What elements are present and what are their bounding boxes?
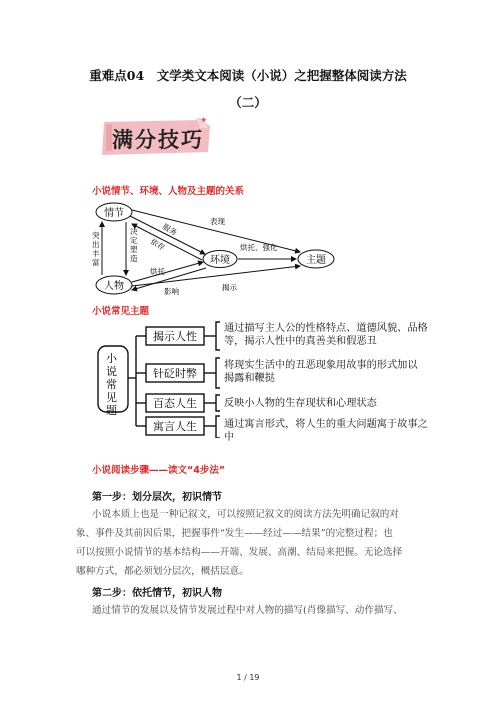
label-determine: 决定塑造 [130,227,138,263]
section-heading-themes: 小说常见主题 [92,306,150,317]
label-serve: 服务 [161,221,179,238]
section-heading-steps: 小说阅读步骤——读文“4步法” [92,465,226,476]
document-title: 重难点04 文学类文本阅读（小说）之把握整体阅读方法 [89,68,407,83]
banner-title: 满分技巧 [112,127,204,152]
step1-line-4: 哪种方式，都必须划分层次，概括层意。 [76,566,249,577]
node-plot: 情节 [104,208,124,219]
theme-name-1: 揭示人性 [153,330,197,343]
theme-name-3: 百态人生 [153,397,197,410]
theme-desc-4: 通过寓言形式，将人生的重大问题寓于故事之中 [224,419,428,443]
section-heading-relations: 小说情节、环境、人物及主题的关系 [92,186,245,197]
node-people: 人物 [104,281,124,292]
theme-desc-2: 将现实生活中的丑恶现象用故事的形式加以揭露和鞭挞 [224,360,418,384]
label-support: 烘托、强化 [240,243,278,252]
label-contrast: 烘托 [150,267,165,276]
tips-banner [98,118,220,158]
label-reveal: 揭示 [222,283,237,292]
document-subtitle: （二） [229,95,267,110]
theme-desc-3: 反映小人物的生存现状和心理状态 [224,398,377,409]
themes-root-end: 题 [106,404,117,417]
node-environment: 环境 [210,255,230,266]
step2-title: 第二步：依托情节，初识人物 [92,588,222,599]
theme-desc-1: 通过描写主人公的性格特点、道德风貌、品格等，揭示人性中的真善美和假恶丑 [224,323,428,347]
label-express: 表现 [210,217,225,226]
step1-title: 第一步：划分层次，初识情节 [92,492,222,503]
step2-body [92,601,432,620]
step1-line-2: 象、事件及其前因后果，把握事件“发生——经过——结果”的完整过程；也 [76,528,393,539]
step1-line-3: 可以按照小说情节的基本结构——开端、发展、高潮、结局来把握。无论选择 [76,547,403,558]
theme-name-4: 寓言人生 [153,420,197,433]
star-icon: ✦ [200,116,208,126]
step1-body [76,505,432,581]
theme-name-2: 针砭时弊 [153,367,197,380]
relations-diagram [90,198,350,298]
themes-root: 小说常见 [106,352,117,404]
label-highlight: 突出丰富 [92,231,100,267]
step2-line-1: 通过情节的发展以及情节发展过程中对人物的描写(肖像描写、动作描写、 [92,605,403,616]
step1-line-1: 小说本质上也是一种记叙文，可以按照记叙文的阅读方法先明确记叙的对 [92,509,399,520]
node-theme: 主题 [306,255,326,266]
label-depend: 依存 [149,236,167,253]
page-number: 1 / 19 [236,673,260,682]
label-influence: 影响 [164,287,179,296]
